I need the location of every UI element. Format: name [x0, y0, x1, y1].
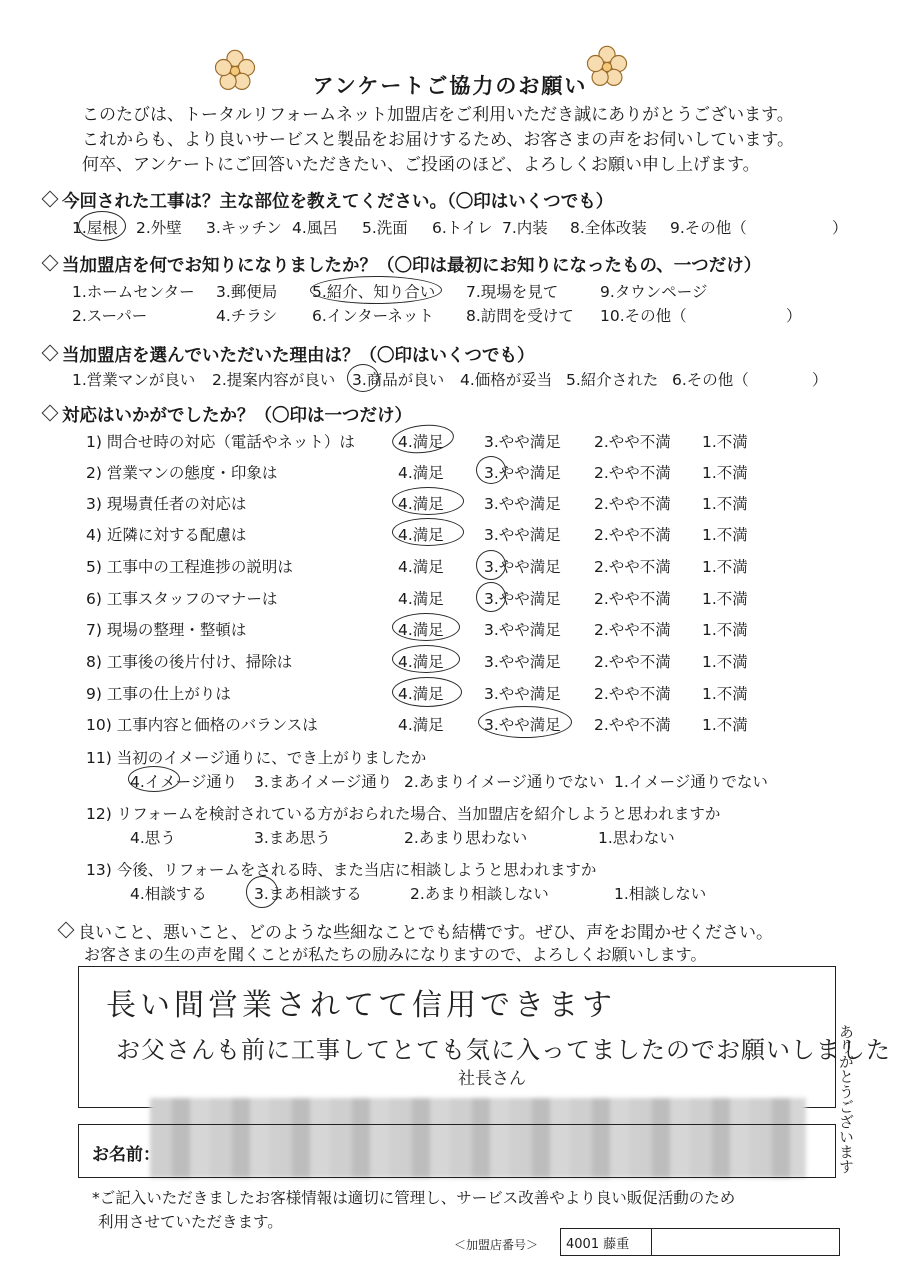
page-title: アンケートご協力のお願い: [312, 74, 588, 98]
option[interactable]: 5.紹介された: [566, 371, 659, 389]
answer-circle: [128, 766, 180, 792]
question-label: 13) 今後、リフォームをされる時、また当店に相談しようと思われますか: [86, 861, 597, 879]
option[interactable]: 2.やや不満: [594, 433, 671, 451]
option[interactable]: 9.その他（: [670, 219, 747, 237]
option[interactable]: 4.満足: [398, 526, 444, 544]
privacy-note: *ご記入いただきましたお客様情報は適切に管理し、サービス改善やより良い販促活動のため: [92, 1189, 736, 1207]
option[interactable]: 8.訪問を受けて: [466, 307, 574, 325]
option[interactable]: 9.タウンページ: [600, 283, 708, 301]
option[interactable]: 4.満足: [398, 590, 444, 608]
option[interactable]: 6.その他（: [672, 371, 749, 389]
row-label: 7) 現場の整理・整頓は: [86, 621, 247, 639]
option[interactable]: 2.やや不満: [594, 621, 671, 639]
option[interactable]: 2.やや不満: [594, 464, 671, 482]
option[interactable]: 1.不満: [702, 526, 748, 544]
name-box[interactable]: [78, 1124, 836, 1178]
section-heading: 良いこと、悪いこと、どのような些細なことでも結構です。ぜひ、声をお聞かせください。: [60, 918, 773, 943]
option[interactable]: 3.やや満足: [484, 716, 561, 734]
option[interactable]: 4.価格が妥当: [460, 371, 553, 389]
option[interactable]: 4.満足: [398, 621, 444, 639]
option[interactable]: 3.キッチン: [206, 219, 282, 237]
answer-circle: [246, 876, 278, 908]
row-label: 9) 工事の仕上がりは: [86, 685, 231, 703]
privacy-note: 利用させていただきます。: [98, 1213, 283, 1231]
option[interactable]: 4.満足: [398, 558, 444, 576]
option[interactable]: 3.まあイメージ通り: [254, 773, 393, 791]
handwritten-comment: お父さんも前に工事してとても気に入ってましたのでお願いしました: [116, 1036, 891, 1064]
row-label: 2) 営業マンの態度・印象は: [86, 464, 278, 482]
option[interactable]: 1.思わない: [598, 829, 675, 847]
option[interactable]: 4.満足: [398, 653, 444, 671]
option[interactable]: 3.やや満足: [484, 621, 561, 639]
answer-circle: [478, 706, 572, 738]
answer-circle: [347, 364, 379, 392]
option[interactable]: 4.満足: [398, 716, 444, 734]
option[interactable]: 1.不満: [702, 653, 748, 671]
answer-circle: [476, 550, 506, 580]
intro-line: 何卒、アンケートにご回答いただきたい、ご投函のほど、よろしくお願い申し上げます。: [82, 155, 760, 175]
option[interactable]: 3.郵便局: [216, 283, 278, 301]
option[interactable]: 10.その他（: [600, 307, 687, 325]
option[interactable]: 1.不満: [702, 590, 748, 608]
option[interactable]: 2.あまりイメージ通りでない: [404, 773, 605, 791]
option[interactable]: 4.満足: [398, 433, 444, 451]
option[interactable]: 1.営業マンが良い: [72, 371, 196, 389]
option[interactable]: 4.満足: [398, 495, 444, 513]
store-value: 4001 藤重: [566, 1237, 630, 1252]
option[interactable]: 1.不満: [702, 685, 748, 703]
option[interactable]: 4.満足: [398, 685, 444, 703]
answer-circle: [392, 677, 462, 707]
answer-circle: [392, 645, 460, 673]
section-heading: 今回された工事は？主な部位を教えてください。（〇印はいくつでも）: [44, 188, 613, 213]
option[interactable]: 1.屋根: [72, 219, 118, 237]
option[interactable]: 1.不満: [702, 716, 748, 734]
section-heading: 当加盟店を選んでいただいた理由は？（〇印はいくつでも）: [44, 342, 535, 367]
option[interactable]: 7.内装: [502, 219, 548, 237]
option[interactable]: 2.やや不満: [594, 653, 671, 671]
row-label: 8) 工事後の後片付け、掃除は: [86, 653, 293, 671]
option[interactable]: 4.満足: [398, 464, 444, 482]
option[interactable]: 1.相談しない: [614, 885, 707, 903]
option: ）: [812, 371, 828, 389]
option[interactable]: 5.紹介、知り合い: [312, 283, 436, 301]
option[interactable]: 2.外壁: [136, 219, 182, 237]
handwritten-comment: 長い間営業されてて信用できます: [106, 988, 616, 1023]
option[interactable]: 3.やや満足: [484, 590, 561, 608]
option[interactable]: 7.現場を見て: [466, 283, 559, 301]
option[interactable]: 1.不満: [702, 621, 748, 639]
option[interactable]: 1.イメージ通りでない: [614, 773, 768, 791]
option[interactable]: 3.やや満足: [484, 526, 561, 544]
option[interactable]: 2.やや不満: [594, 590, 671, 608]
option[interactable]: 3.商品が良い: [352, 371, 445, 389]
comments-subheading: お客さまの生の声を聞くことが私たちの励みになりますので、よろしくお願いします。: [84, 945, 707, 964]
row-label: 6) 工事スタッフのマナーは: [86, 590, 278, 608]
option[interactable]: 4.チラシ: [216, 307, 278, 325]
diamond-icon: [58, 922, 75, 939]
diamond-icon: [42, 345, 59, 362]
option[interactable]: 6.インターネット: [312, 307, 434, 325]
option[interactable]: 3.まあ相談する: [254, 885, 362, 903]
name-label: お名前：: [92, 1145, 160, 1165]
intro-line: このたびは、トータルリフォームネット加盟店をご利用いただき誠にありがとうございます。: [82, 105, 794, 125]
answer-circle: [392, 613, 460, 641]
option[interactable]: 2.やや不満: [594, 558, 671, 576]
option[interactable]: 2.あまり相談しない: [410, 885, 549, 903]
row-label: 1) 問合せ時の対応（電話やネット）は: [86, 433, 355, 451]
row-label: 4) 近隣に対する配慮は: [86, 526, 247, 544]
handwritten-insert: 社長さん: [458, 1069, 526, 1089]
option[interactable]: 4.相談する: [130, 885, 207, 903]
question-label: 11) 当初のイメージ通りに、でき上がりましたか: [86, 749, 427, 767]
answer-circle: [78, 211, 126, 241]
option[interactable]: 4.風呂: [292, 219, 338, 237]
option[interactable]: 4.イメージ通り: [130, 773, 238, 791]
option[interactable]: 2.やや不満: [594, 716, 671, 734]
option[interactable]: 2.やや不満: [594, 495, 671, 513]
diamond-icon: [42, 405, 59, 422]
option[interactable]: 2.スーパー: [72, 307, 148, 325]
store-label: ＜加盟店番号＞: [454, 1238, 539, 1252]
handwritten-margin-note: ありがとうございます: [837, 1024, 855, 1174]
option[interactable]: 3.やや満足: [484, 464, 561, 482]
option[interactable]: 3.やや満足: [484, 685, 561, 703]
option[interactable]: 3.やや満足: [484, 433, 561, 451]
answer-circle: [392, 487, 464, 515]
section-heading: 対応はいかがでしたか？（〇印は一つだけ）: [44, 402, 412, 427]
option: ）: [832, 219, 848, 237]
answer-circle: [310, 276, 442, 304]
option[interactable]: 1.ホームセンター: [72, 283, 195, 301]
option[interactable]: 5.洗面: [362, 219, 408, 237]
option: ）: [786, 307, 802, 325]
option[interactable]: 3.まあ思う: [254, 829, 331, 847]
answer-circle: [476, 456, 506, 484]
diamond-icon: [42, 191, 59, 208]
option[interactable]: 1.不満: [702, 558, 748, 576]
intro-line: これからも、より良いサービスと製品をお届けするため、お客さまの声をお伺いしています。: [82, 130, 794, 150]
row-label: 3) 現場責任者の対応は: [86, 495, 247, 513]
option[interactable]: 3.やや満足: [484, 558, 561, 576]
row-label: 5) 工事中の工程進捗の説明は: [86, 558, 293, 576]
option[interactable]: 3.やや満足: [484, 495, 561, 513]
option[interactable]: 1.不満: [702, 464, 748, 482]
answer-circle: [476, 582, 506, 612]
section-heading: 当加盟店を何でお知りになりましたか？（〇印は最初にお知りになったもの、一つだけ）: [44, 252, 761, 277]
option[interactable]: 2.提案内容が良い: [212, 371, 336, 389]
option[interactable]: 2.あまり思わない: [404, 829, 528, 847]
option[interactable]: 2.やや不満: [594, 685, 671, 703]
option[interactable]: 6.トイレ: [432, 219, 493, 237]
option[interactable]: 3.やや満足: [484, 653, 561, 671]
diamond-icon: [42, 255, 59, 272]
option[interactable]: 1.不満: [702, 495, 748, 513]
option[interactable]: 2.やや不満: [594, 526, 671, 544]
answer-circle: [392, 518, 464, 546]
question-label: 12) リフォームを検討されている方がおられた場合、当加盟店を紹介しようと思われますか: [86, 805, 721, 823]
option[interactable]: 4.思う: [130, 829, 176, 847]
row-label: 10) 工事内容と価格のバランスは: [86, 716, 318, 734]
option[interactable]: 1.不満: [702, 433, 748, 451]
option[interactable]: 8.全体改装: [570, 219, 647, 237]
